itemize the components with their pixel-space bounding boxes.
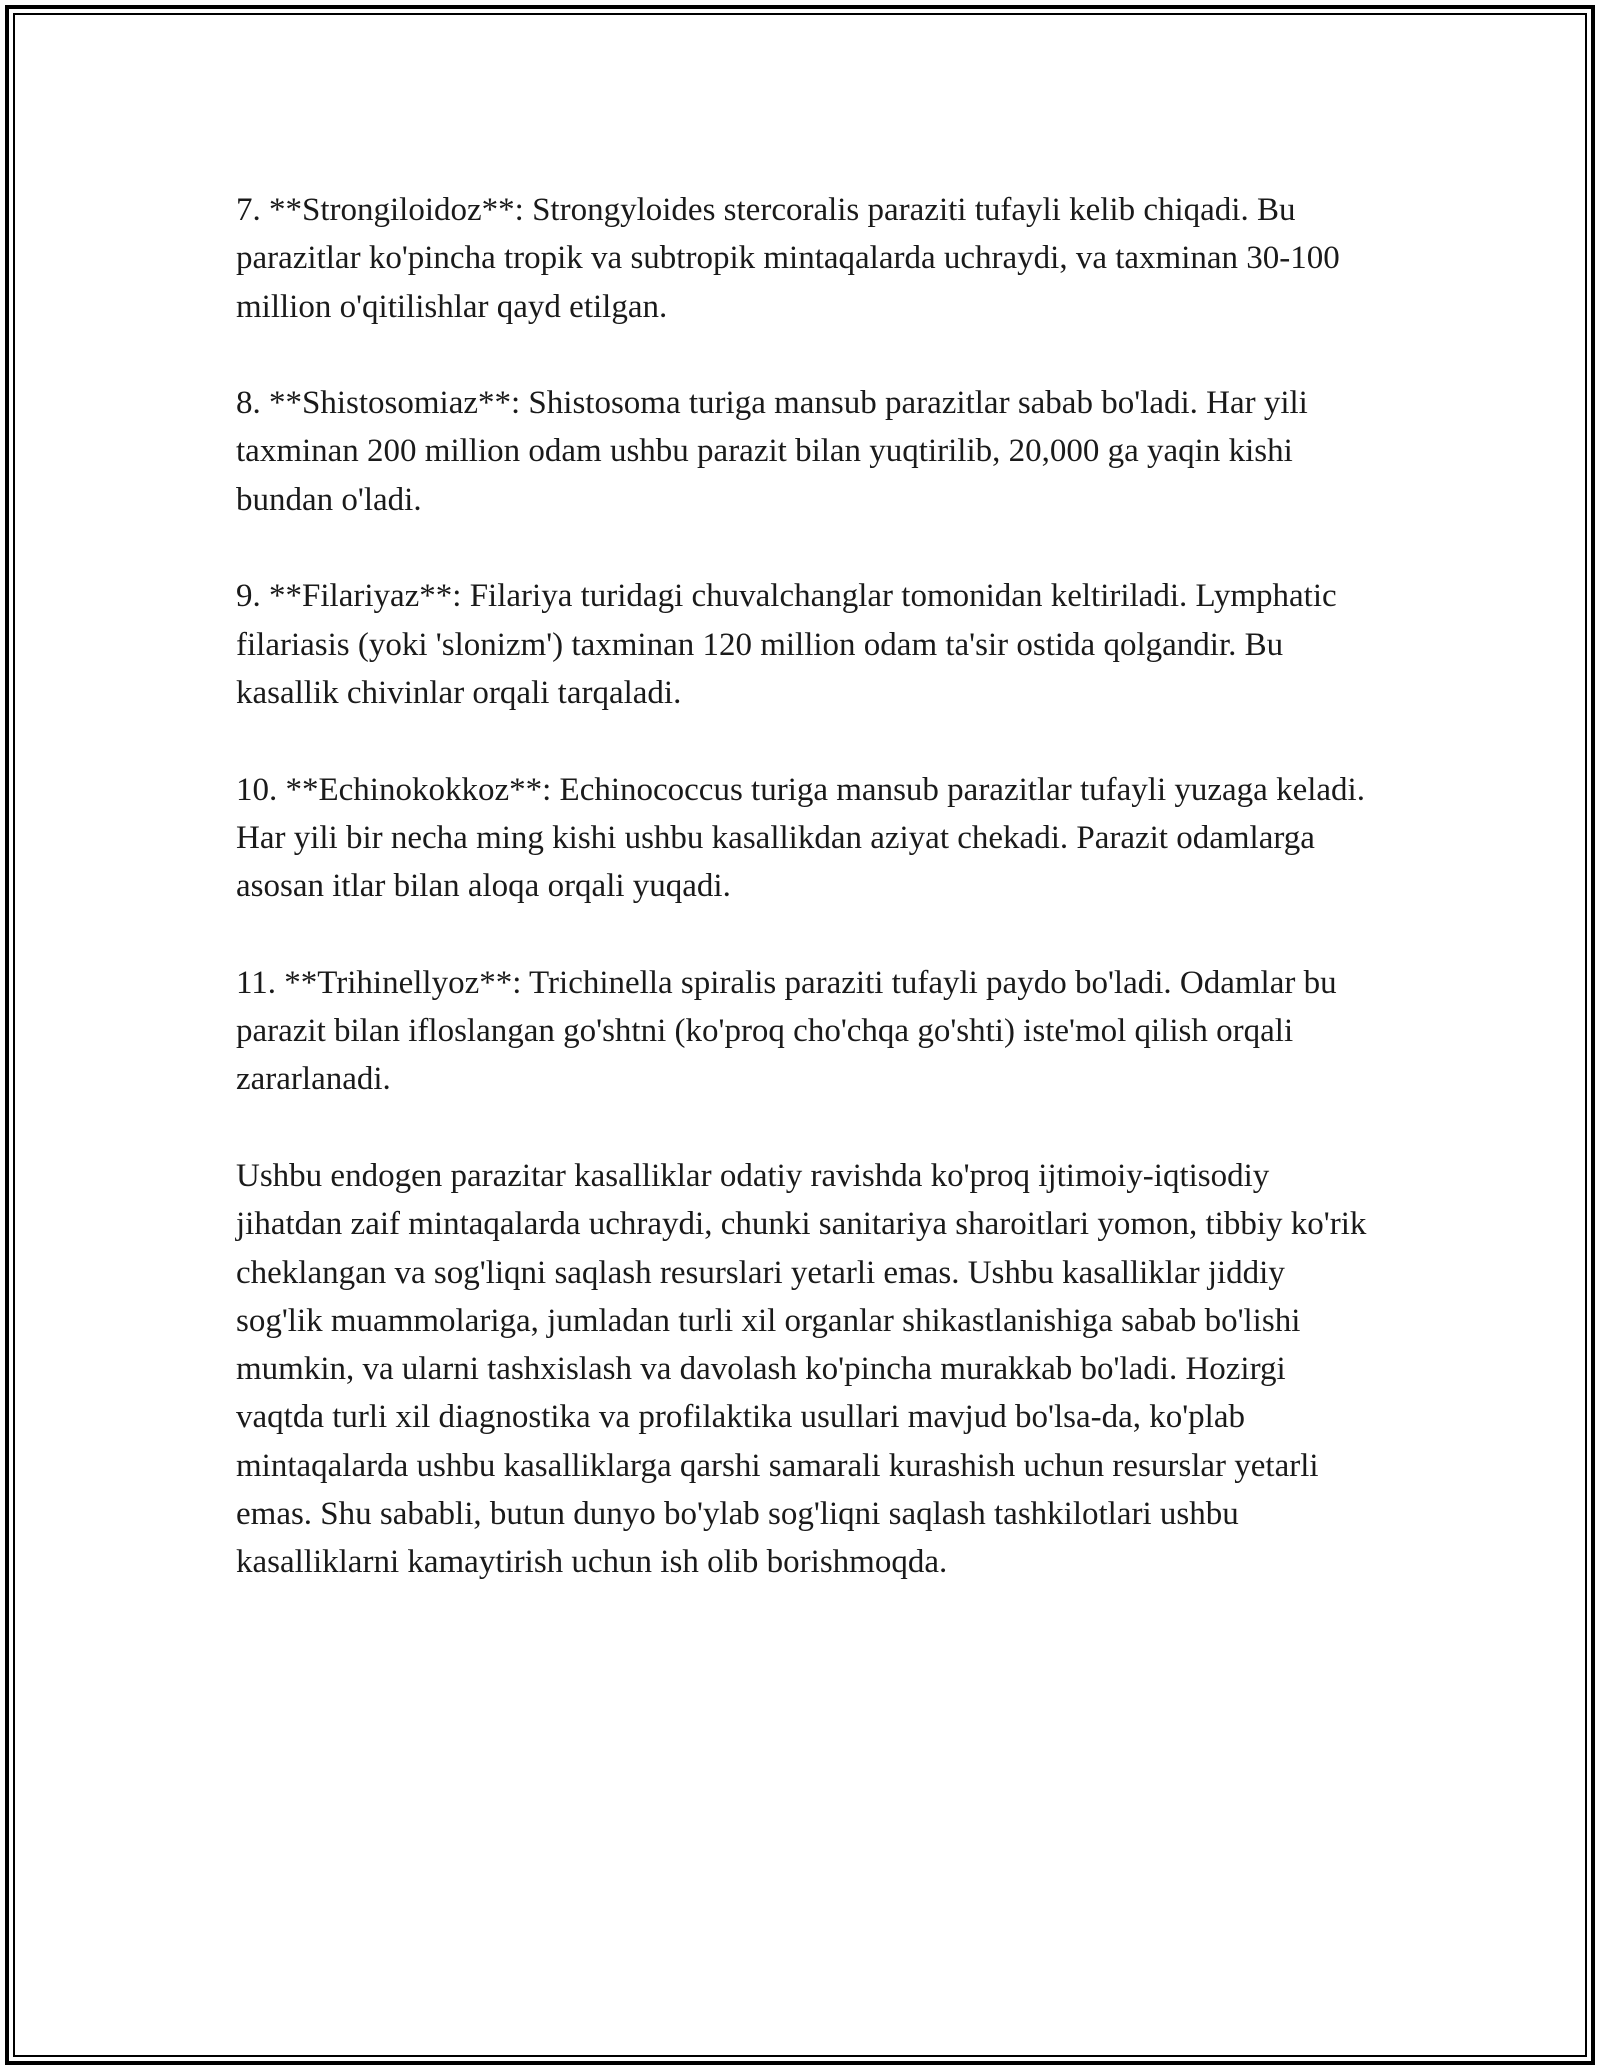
document-body	[236, 186, 1376, 1635]
list-item-strongiloidoz: 7. **Strongiloidoz**: Strongyloides stercoralis paraziti tufayli kelib chiqadi. Bu parazitlar ko'pincha tropik va subtropik mintaqalarda uchraydi, va taxminan 30-100 million o'qitilishlar qayd etilgan.	[236, 192, 1340, 325]
list-item-shistosomiaz: 8. **Shistosomiaz**: Shistosoma turiga mansub parazitlar sabab bo'ladi. Har yili taxminan 200 million odam ushbu parazit bilan yuqtirilib, 20,000 ga yaqin kishi bundan o'ladi.	[236, 385, 1308, 518]
summary-paragraph: Ushbu endogen parazitar kasalliklar odatiy ravishda ko'proq ijtimoiy-iqtisodiy jihatdan zaif mintaqalarda uchraydi, chunki sanitariya sharoitlari yomon, tibbiy ko'rik cheklangan va sog'liqni saqlash resurslari yetarli emas. Ushbu kasalliklar jiddiy sog'lik muammolariga, jumladan turli xil organlar shikastlanishiga sabab bo'lishi mumkin, va ularni tashxislash va davolash ko'pincha murakkab bo'ladi. Hozirgi vaqtda turli xil diagnostika va profilaktika usullari mavjud bo'lsa-da, ko'plab mintaqalarda ushbu kasalliklarga qarshi samarali kurashish uchun resurslar yetarli emas. Shu sababli, butun dunyo bo'ylab sog'liqni saqlash tashkilotlari ushbu kasalliklarni kamaytirish uchun ish olib borishmoqda.	[236, 1157, 1367, 1581]
list-item-trihinellyoz: 11. **Trihinellyoz**: Trichinella spiralis paraziti tufayli paydo bo'ladi. Odamlar bu parazit bilan ifloslangan go'shtni (ko'proq cho'chqa go'shti) iste'mol qilish orqali zararlanadi.	[236, 964, 1337, 1098]
list-item-filariyaz: 9. **Filariyaz**: Filariya turidagi chuvalchanglar tomonidan keltiriladi. Lymphatic filariasis (yoki 'slonizm') taxminan 120 million odam ta'sir ostida qolgandir. Bu kasallik chivinlar orqali tarqaladi.	[236, 578, 1337, 711]
list-item-echinokokkoz: 10. **Echinokokkoz**: Echinococcus turiga mansub parazitlar tufayli yuzaga keladi. Har yili bir necha ming kishi ushbu kasallikdan aziyat chekadi. Parazit odamlarga asosan itlar bilan aloqa orqali yuqadi.	[236, 771, 1365, 905]
